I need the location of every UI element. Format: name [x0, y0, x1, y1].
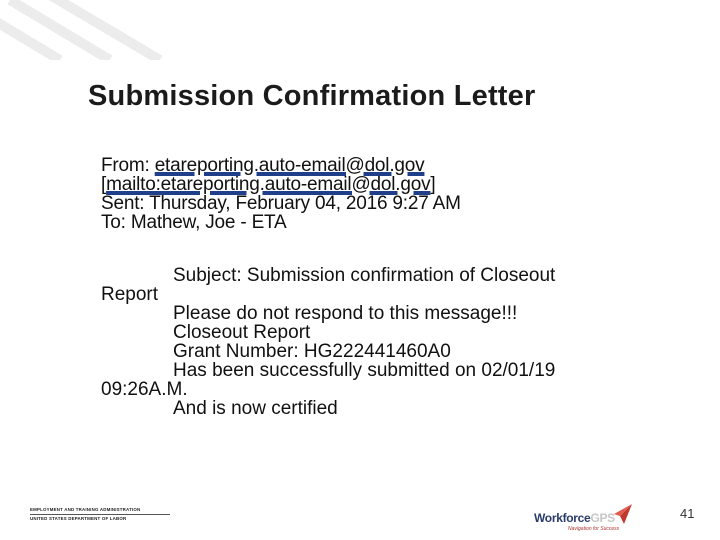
slide-title: Submission Confirmation Letter — [88, 80, 536, 112]
subject-line: Subject: Submission confirmation of Closeout — [173, 265, 556, 286]
email-header — [101, 156, 461, 232]
body-line-grant-number: Grant Number: HG222441460A0 — [173, 341, 451, 362]
mailto-open-bracket: [ — [101, 174, 107, 195]
agency-footer — [30, 507, 170, 522]
body-line-submitted: Has been successfully submitted on 02/01/19 — [173, 360, 556, 381]
body-line-submitted-time: 09:26A.M. — [101, 379, 188, 400]
agency-divider — [30, 514, 170, 515]
body-line-certified: And is now certified — [173, 398, 338, 419]
from-line — [101, 156, 461, 175]
department-name: UNITED STATES DEPARTMENT OF LABOR — [30, 516, 127, 521]
email-body — [101, 266, 641, 418]
red-arrow-mark-icon — [608, 502, 634, 526]
logo-tagline: Navigation for Success — [568, 526, 620, 532]
logo-wordmark: WorkforceGPS — [534, 511, 615, 525]
to-line: To: Mathew, Joe - ETA — [101, 212, 287, 233]
agency-name: EMPLOYMENT AND TRAINING ADMINISTRATION — [30, 507, 141, 512]
from-prefix: From: — [101, 155, 155, 176]
mailto-close-bracket: ] — [430, 174, 436, 195]
subject-continuation: Report — [101, 284, 159, 305]
from-email-link[interactable]: etareporting.auto-email@dol.gov — [154, 155, 425, 176]
mailto-link[interactable]: mailto:etareporting.auto-email@dol.gov — [106, 174, 431, 195]
workforcegps-logo — [534, 502, 644, 538]
body-line-report: Closeout Report — [173, 322, 311, 343]
body-line-no-reply: Please do not respond to this message!!! — [173, 303, 518, 324]
mailto-line — [101, 175, 461, 194]
page-number: 41 — [680, 506, 695, 521]
decorative-corner-stripes — [0, 0, 720, 60]
sent-line: Sent: Thursday, February 04, 2016 9:27 AM — [101, 193, 461, 214]
